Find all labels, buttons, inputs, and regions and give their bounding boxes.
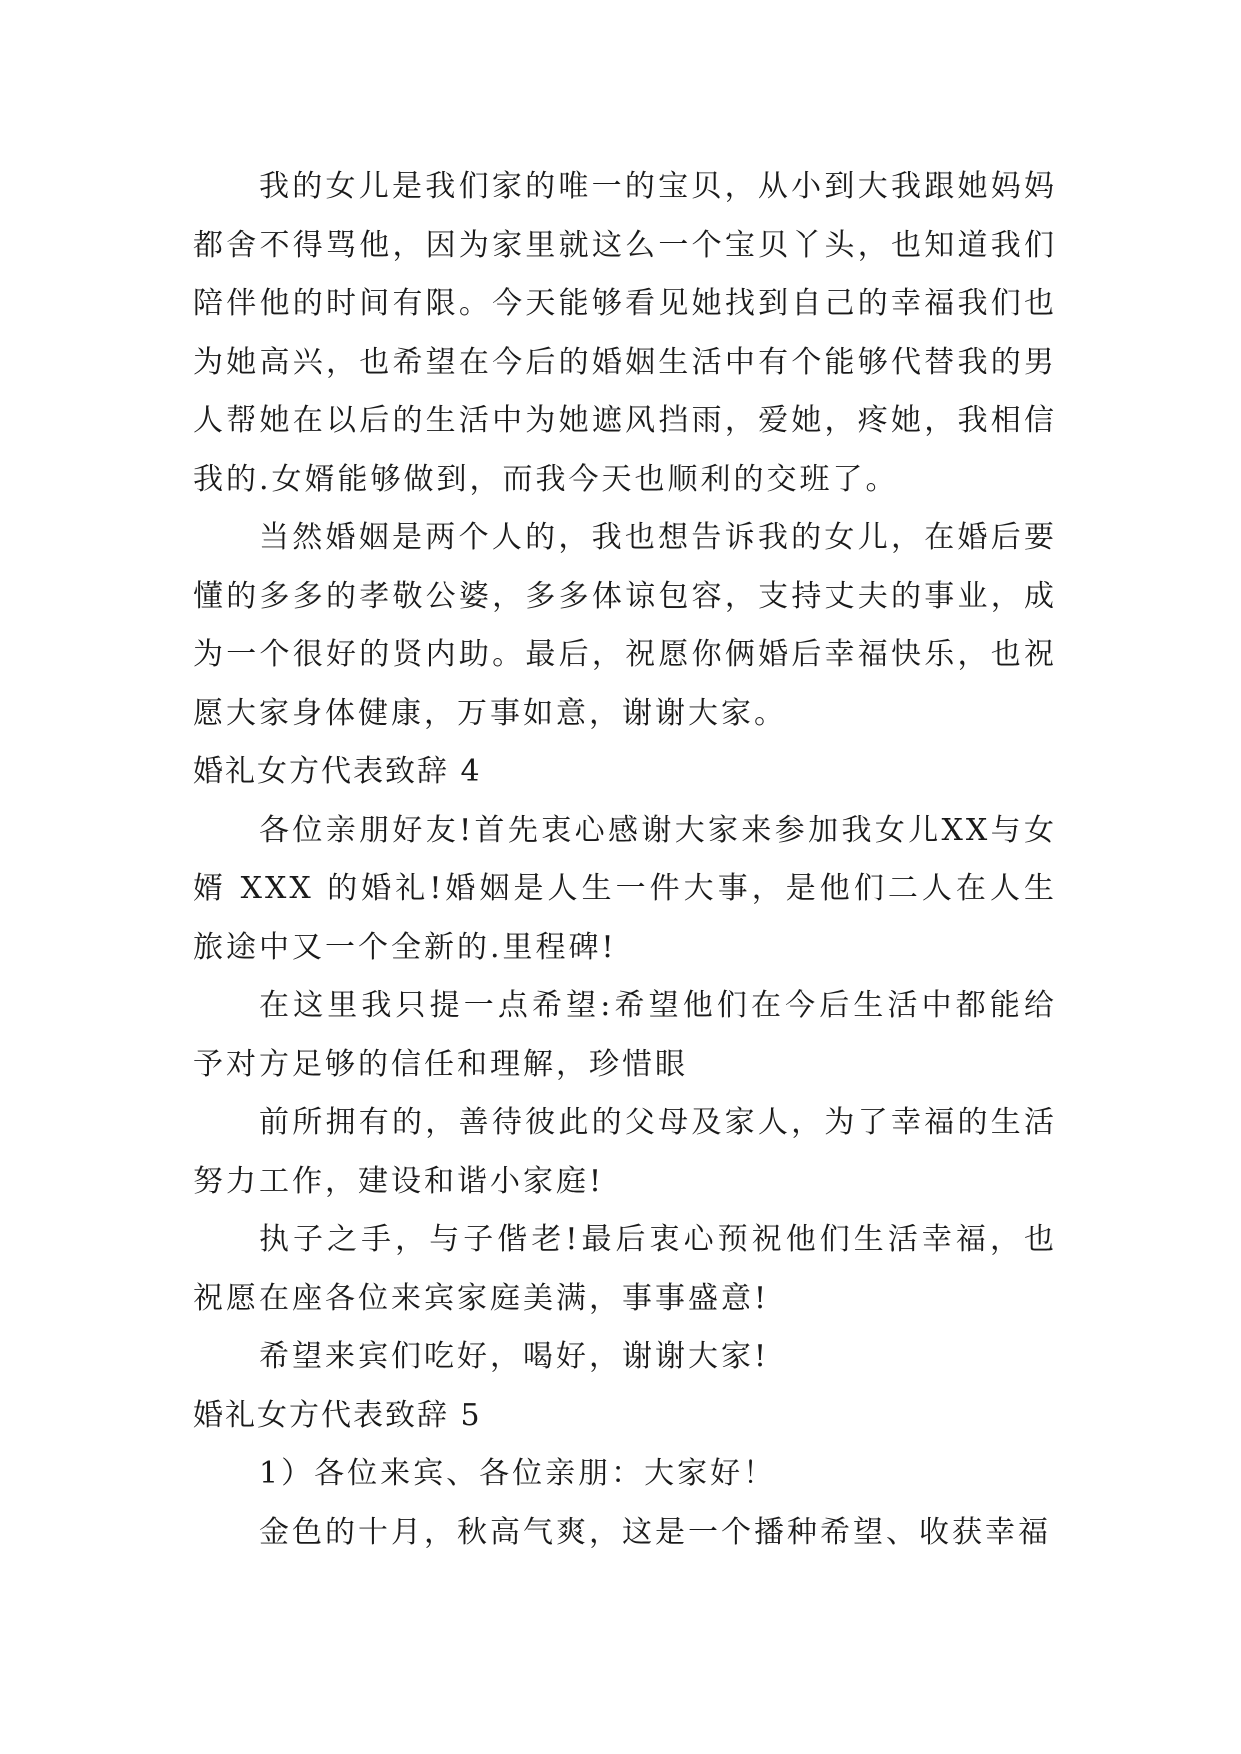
- paragraph: 1）各位来宾、各位亲朋：大家好！: [259, 1456, 777, 1491]
- paragraph: 在这里我只提一点希望:希望他们在今后生活中都能给予对方足够的信任和理解，珍惜眼: [193, 988, 1057, 1082]
- paragraph: 执子之手，与子偕老!最后衷心预祝他们生活幸福，也祝愿在座各位来宾家庭美满，事事盛意!: [193, 1222, 1057, 1316]
- paragraph: 当然婚姻是两个人的，我也想告诉我的女儿，在婚后要懂的多多的孝敬公婆，多多体谅包容，支持丈夫的事业，成为一个很好的贤内助。最后，祝愿你俩婚后幸福快乐，也祝愿大家身体健康，万事如意，谢谢大家。: [193, 520, 1057, 731]
- paragraph: 金色的十月，秋高气爽，这是一个播种希望、收获幸福: [259, 1514, 1051, 1550]
- section-heading: 婚礼女方代表致辞 4: [193, 754, 482, 789]
- paragraph: 希望来宾们吃好，喝好，谢谢大家!: [259, 1339, 770, 1374]
- paragraph: 前所拥有的，善待彼此的父母及家人，为了幸福的生活努力工作，建设和谐小家庭!: [193, 1105, 1057, 1199]
- section-heading: 婚礼女方代表致辞 5: [193, 1397, 482, 1433]
- document-body: [193, 158, 1057, 1562]
- paragraph: 各位亲朋好友!首先衷心感谢大家来参加我女儿XX与女婿 XXX 的婚礼!婚姻是人生一件大事，是他们二人在人生旅途中又一个全新的.里程碑!: [193, 812, 1057, 965]
- paragraph: 我的女儿是我们家的唯一的宝贝，从小到大我跟她妈妈都舍不得骂他，因为家里就这么一个宝贝丫头，也知道我们陪伴他的时间有限。今天能够看见她找到自己的幸福我们也为她高兴，也希望在今后的婚姻生活中有个能够代替我的男人帮她在以后的生活中为她遮风挡雨，爱她，疼她，我相信我的.女婿能够做到，而我今天也顺利的交班了。: [193, 169, 1057, 497]
